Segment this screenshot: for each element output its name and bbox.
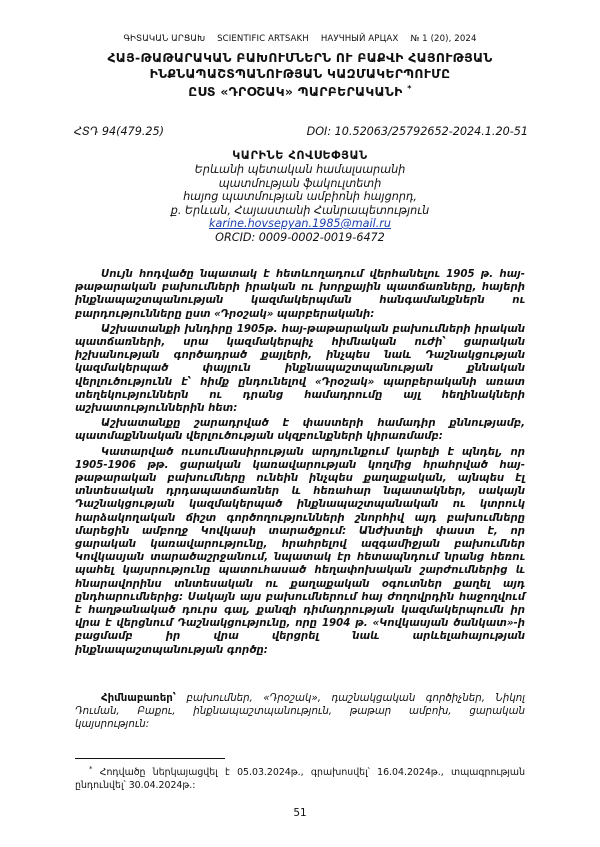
running-header	[0, 34, 600, 44]
doi: DOI: 10.52063/25792652-2024.1.20-51	[306, 125, 528, 138]
footnote-divider	[75, 758, 225, 759]
journal-name-armenian: ԳԻՏԱԿԱՆ ԱՐՑԱԽ	[123, 34, 206, 44]
abstract-paragraph-1: Սույն հոդվածը նպատակ է հետևողադում վերհանելու 1905 թ. հայ-թաթարական բախումների իրական ու խորքային պատճառները, հայերի ինքնապաշտպանության կազմակերպման հանգամանքներն ու բարդությունները ըստ «Դրօշակ» պարբերականի:	[75, 269, 525, 320]
abstract-paragraph-4: Կատարված ուսումնասիրության արդյունքում կարելի է պնդել, որ 1905-1906 թթ. ցարական կառավարության կողմից հրահրված հայ-թաթարական բախումները ունեին ինչպես քաղաքական, այնպես էլ տնտեսական դրդապատճառներ և հեռահար նպատակներ, սակայն Դաշնակցության կազմակերպած ինքնապաշտպանական ու կտրուկ հարձակողական ճիշտ գործողությունների շնորհիվ այդ բախումները մարեցին ամբողջ Կովկասի տարածքում: Անժխտելի փաստ է, որ ցարական կառավարությունը, հրահրելով ազգամիջյան բախումներ Կովկասյան տարածաշրջանում, նպատակ էր հետապնդում նրանց հեռու պահել կայսրությունը պատուհասած հեղափոխական շարժումներից և հնարավորինս տնտեսական ու քաղաքական օգուտներ քաղել այդ ընդհարումներից: Սակայն այս բախումներում հայ ժողովրդին հաջողվում է հաղթանակած դուրս գալ, քանզի դիմադրության կազմակերպումն իր վրա է վերցնում Դաշնակցությունը, որը 1904 թ. «Կովկասյան ծանկատ»-ի բացմամբ իր վրա վերցրել նաև արևելահայության ինքնապաշտպանության գործը:	[75, 446, 525, 656]
footnote-mark: *	[89, 765, 93, 773]
footnote	[75, 763, 525, 792]
journal-issue: № 1 (20), 2024	[410, 34, 477, 44]
article-meta	[74, 125, 528, 138]
journal-name-english: SCIENTIFIC ARTSAKH	[217, 34, 309, 44]
keywords-text: բախումներ, «Դրօշակ», դաշնակցական գործիչներ, Նիկոլ Դուման, Բաքու, ինքնապաշտպանություն, թաթար ամբոխ, ցարական կայսրություն:	[75, 693, 525, 731]
author-name: ԿԱՐԻՆԵ ՀՈՎՍԵՓՅԱՆ	[232, 149, 368, 162]
article-title	[40, 50, 560, 100]
keywords	[75, 692, 525, 732]
title-line-2: ԻՆՔՆԱՊԱՇՏՊԱՆՈՒԹՅԱՆ ԿԱԶՄԱԿԵՐՊՈՒՄԸ	[149, 65, 451, 81]
abstract	[75, 268, 525, 659]
abstract-paragraph-3: Աշխատանքը շարադրված է փաստերի համադիր քննությամբ, պատմաքննական վերլուծության սկզբունքների կիրառմամբ:	[75, 418, 525, 443]
author-affiliation	[0, 163, 600, 244]
footnote-text: Հոդվածը ներկայացվել է 05.03.2024թ., գրախոսվել՝ 16.04.2024թ., տպագրության ընդունվել՝ 30.04.2024թ.:	[75, 767, 526, 791]
udc-code: ՀՏԴ 94(479.25)	[74, 125, 164, 138]
author-email-link[interactable]: karine.hovsepyan.1985@mail.ru	[209, 217, 391, 230]
affiliation-line-2: պատմության ֆակուլտետի	[218, 176, 382, 190]
abstract-paragraph-2: Աշխատանքի խնդիրը 1905թ. հայ-թաթարական բախումների իրական պատճառների, սրա կազմակերպիչ հիմնական ուժի՝ ցարական իշխանության գործադրած քայլերի, ինչպես նաև Դաշնակցության կազմակերպած փայլուն ինքնապաշտպանության քննական վերլուծությունն է՝ հիմք ընդունելով «Դրօշակ» պարբերականի առատ տեղեկություններն ու դրանց համադրումը այլ հեղինակների աշխատություններին հետ:	[75, 323, 525, 415]
title-footnote-mark: *	[407, 84, 412, 93]
affiliation-line-4: ք. Երևան, Հայաստանի Հանրապետություն	[170, 203, 430, 217]
title-line-3	[40, 81, 560, 100]
page-number: 51	[293, 807, 307, 819]
keywords-label: Հիմնաբառեր՝	[101, 693, 176, 704]
journal-name-russian: НАУЧНЫЙ АРЦАХ	[320, 34, 399, 44]
affiliation-line-3: հայոց պատմության ամբիոնի հայցորդ,	[183, 190, 417, 203]
title-line-3-text: ԸՍՏ «ԴՐՕՇԱԿ» ՊԱՐԲԵՐԱԿԱՆԻ	[188, 84, 403, 100]
title-line-1: ՀԱՅ-ԹԱԹԱՐԱԿԱՆ ԲԱԽՈՒՄՆԵՐՆ ՈՒ ԲԱՔՎԻ ՀԱՅՈՒԹՅԱՆ	[107, 50, 493, 65]
affiliation-line-1: Երևանի պետական համալսարանի	[194, 163, 406, 176]
author-orcid: ORCID: 0009-0002-0019-6472	[215, 230, 385, 244]
